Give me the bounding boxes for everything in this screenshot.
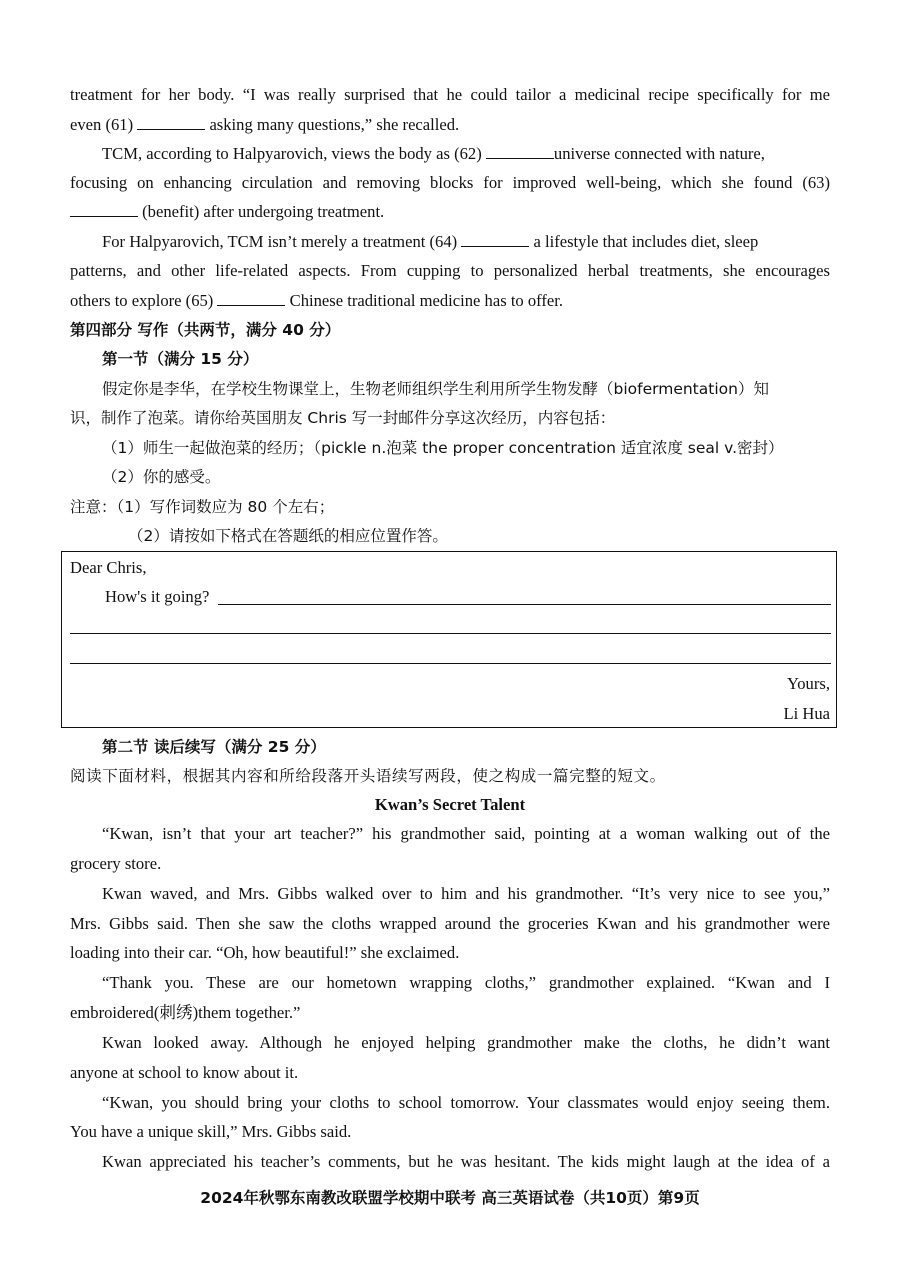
story-title: Kwan’s Secret Talent bbox=[374, 795, 526, 814]
writing-prompt: 识，制作了泡菜。请你给英国朋友 Chris 写一封邮件分享这次经历，内容包括： bbox=[70, 409, 616, 427]
story-line: anyone at school to know about it. bbox=[70, 1063, 299, 1082]
writing-line[interactable] bbox=[70, 633, 831, 634]
letter-signature: Li Hua bbox=[783, 704, 830, 723]
story-line: “Kwan, you should bring your cloths to school tomorrow. Your classmates would enjoy seeing them. bbox=[102, 1093, 830, 1112]
writing-line[interactable] bbox=[70, 663, 831, 664]
story-line: Kwan looked away. Although he enjoyed helping grandmother make the cloths, he didn’t want bbox=[102, 1033, 830, 1052]
section-instruction: 阅读下面材料，根据其内容和所给段落开头语续写两段，使之构成一篇完整的短文。 bbox=[70, 767, 666, 785]
answer-blank-65[interactable] bbox=[217, 287, 285, 306]
passage-line: (benefit) after undergoing treatment. bbox=[70, 198, 830, 226]
passage-line: focusing on enhancing circulation and removing blocks for improved well-being, which she found (63) bbox=[70, 173, 830, 192]
section-title: 第二节 读后续写（满分 25 分） bbox=[102, 738, 326, 756]
content-item: （2）你的感受。 bbox=[102, 468, 221, 486]
story-line: You have a unique skill,” Mrs. Gibbs said. bbox=[70, 1122, 352, 1141]
letter-closing: Yours, bbox=[786, 674, 830, 693]
story-line: embroidered(刺绣)them together.” bbox=[70, 1003, 301, 1022]
story-line: Mrs. Gibbs said. Then she saw the cloths wrapped around the groceries Kwan and his grandmother were bbox=[70, 914, 830, 933]
note-item: （2）请按如下格式在答题纸的相应位置作答。 bbox=[128, 527, 448, 545]
writing-prompt: 假定你是李华，在学校生物课堂上，生物老师组织学生利用所学生物发酵（biofermentation）知 bbox=[102, 380, 769, 398]
passage-line: TCM, according to Halpyarovich, views the body as (62) universe connected with nature, bbox=[102, 140, 830, 168]
passage-line: patterns, and other life-related aspects. From cupping to personalized herbal treatments, she encourages bbox=[70, 261, 830, 280]
note-item: 注意：（1）写作词数应为 80 个左右； bbox=[70, 498, 335, 516]
passage-line: even (61) asking many questions,” she recalled. bbox=[70, 111, 830, 139]
story-line: Kwan waved, and Mrs. Gibbs walked over to him and his grandmother. “It’s very nice to see you,” bbox=[102, 884, 830, 903]
letter-greeting: Dear Chris, bbox=[70, 558, 147, 577]
part-title: 第四部分 写作（共两节，满分 40 分） bbox=[70, 321, 341, 339]
letter-opening: How's it going? bbox=[105, 587, 210, 606]
story-line: grocery store. bbox=[70, 854, 162, 873]
story-line: Kwan appreciated his teacher’s comments, but he was hesitant. The kids might laugh at the idea of a bbox=[102, 1152, 830, 1171]
answer-blank-62[interactable] bbox=[486, 140, 554, 159]
page-footer: 2024年秋鄂东南教改联盟学校期中联考 高三英语试卷（共10页）第9页 bbox=[200, 1189, 700, 1207]
content-item: （1）师生一起做泡菜的经历；（pickle n.泡菜 the proper concentration 适宜浓度 seal v.密封） bbox=[102, 439, 784, 457]
letter-answer-box[interactable] bbox=[61, 551, 837, 728]
passage-line: For Halpyarovich, TCM isn’t merely a treatment (64) a lifestyle that includes diet, sleep bbox=[102, 228, 830, 256]
answer-blank-61[interactable] bbox=[137, 111, 205, 130]
story-line: loading into their car. “Oh, how beautiful!” she exclaimed. bbox=[70, 943, 460, 962]
passage-line: treatment for her body. “I was really surprised that he could tailor a medicinal recipe specifically for me bbox=[70, 85, 830, 104]
answer-blank-63[interactable] bbox=[70, 198, 138, 217]
passage-line: others to explore (65) Chinese traditional medicine has to offer. bbox=[70, 287, 830, 315]
story-line: “Thank you. These are our hometown wrapping cloths,” grandmother explained. “Kwan and I bbox=[102, 973, 830, 992]
section-title: 第一节（满分 15 分） bbox=[102, 350, 259, 368]
answer-blank-64[interactable] bbox=[461, 228, 529, 247]
story-line: “Kwan, isn’t that your art teacher?” his grandmother said, pointing at a woman walking out of the bbox=[102, 824, 830, 843]
writing-line[interactable] bbox=[218, 604, 831, 605]
